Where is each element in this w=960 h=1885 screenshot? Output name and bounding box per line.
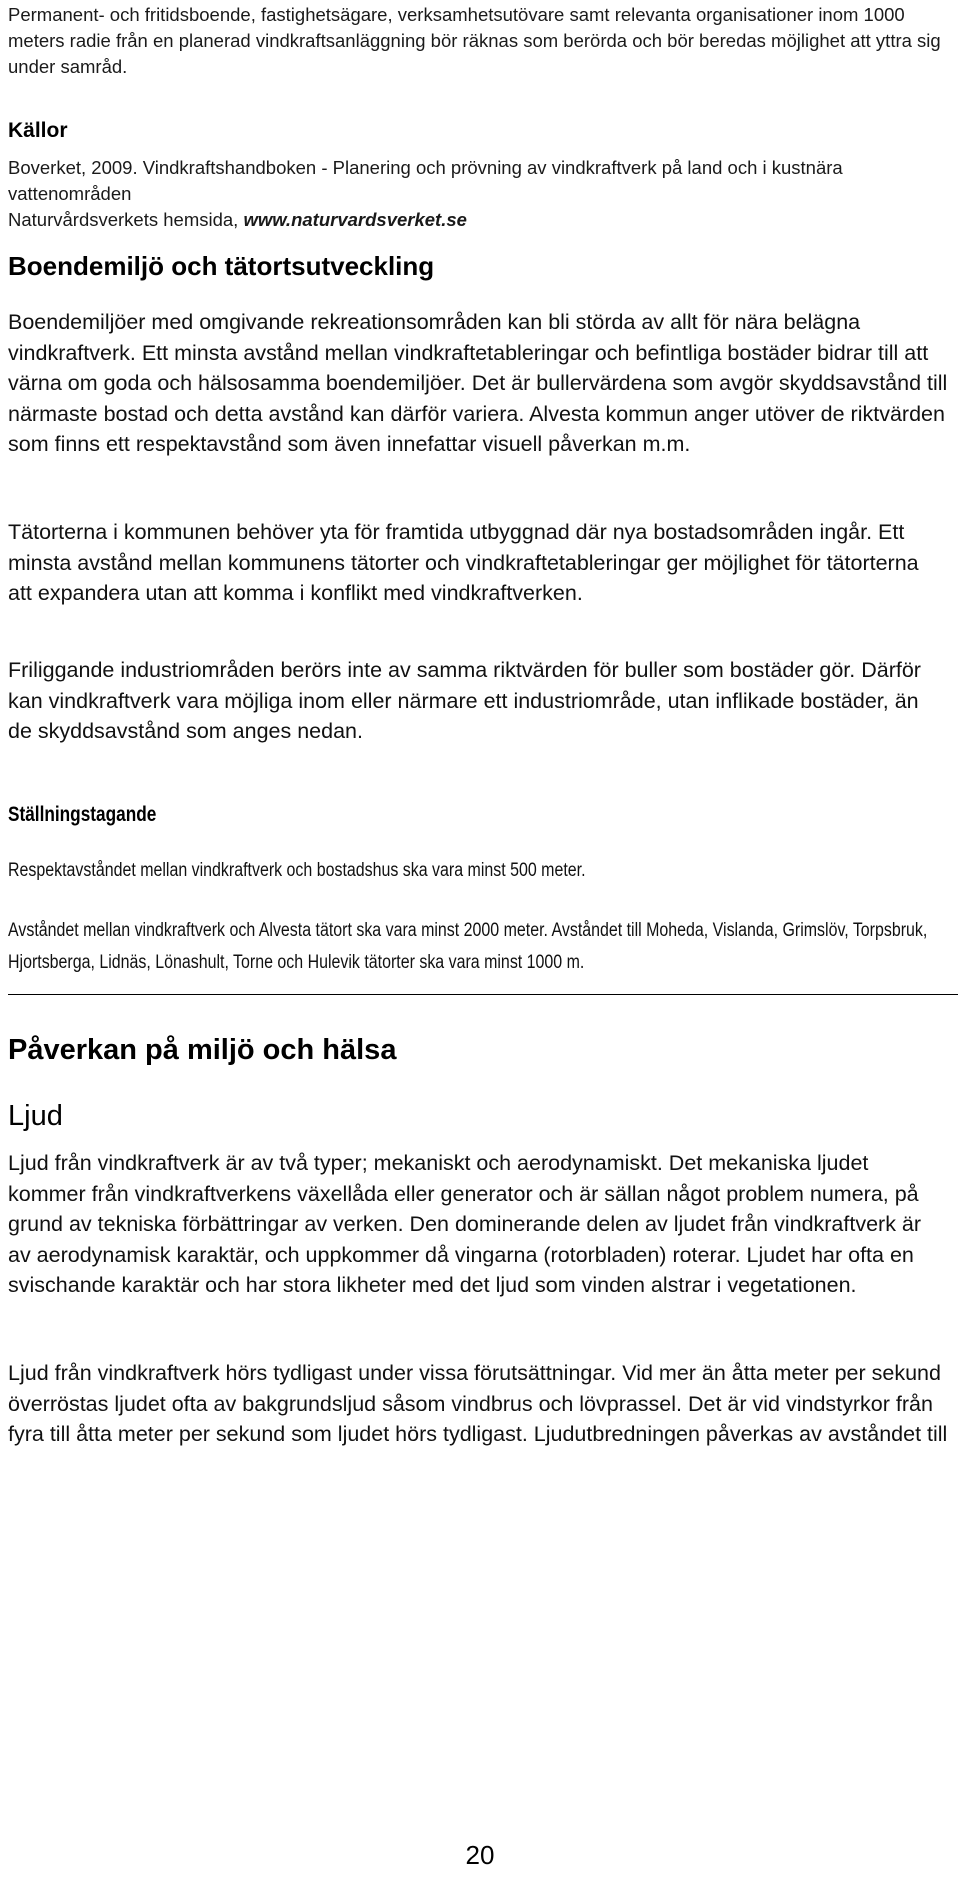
sources-heading: Källor	[8, 119, 68, 142]
position-paragraph-1: Respektavståndet mellan vindkraftverk och bostadshus ska vara minst 500 meter.	[8, 860, 586, 881]
subheading-ljud: Ljud	[8, 1100, 63, 1132]
living-paragraph-1: Boendemiljöer med omgivande rekreationsområden kan bli störda av allt för nära belägna vindkraftverk. Ett minsta avstånd mellan vindkraftetableringar och befintliga bostäder bidrar till att värna om goda och hälsosamma boendemiljöer. Det är bullervärdena som avgör skyddsavstånd till närmaste bostad och detta avstånd kan därför variera. Alvesta kommun anger utöver de riktvärden som finns ett respektavstånd som även innefattar visuell påverkan m.m.	[8, 310, 948, 456]
naturvardsverket-link[interactable]: www.naturvardsverket.se	[243, 209, 467, 230]
section-heading-impact: Påverkan på miljö och hälsa	[8, 1034, 397, 1066]
living-paragraph-3: Friliggande industriområden berörs inte av samma riktvärden för buller som bostäder gör. Därför kan vindkraftverk vara möjliga inom eller närmare ett industriområde, utan inflikade bostäder, än de skyddsavstånd som anges nedan.	[8, 658, 921, 743]
living-paragraph-2: Tätorterna i kommunen behöver yta för framtida utbyggnad där nya bostadsområden ingår. Ett minsta avstånd mellan kommunens tätorter och vindkraftetableringar ger möjlighet för tätorterna att expandera utan att komma i konflikt med vindkraftverken.	[8, 520, 919, 605]
section-heading-living: Boendemiljö och tätortsutveckling	[8, 251, 435, 281]
position-divider	[8, 994, 958, 995]
source-naturvardsverket	[8, 207, 948, 233]
position-heading: Ställningstagande	[8, 803, 157, 826]
intro-paragraph: Permanent- och fritidsboende, fastighetsägare, verksamhetsutövare samt relevanta organisationer inom 1000 meters radie från en planerad vindkraftsanläggning bör räknas som berörda och bör beredas möjlighet att yttra sig under samråd.	[8, 4, 941, 77]
page-number: 20	[465, 1840, 495, 1870]
ljud-paragraph-1: Ljud från vindkraftverk är av två typer; mekaniskt och aerodynamiskt. Det mekaniska ljudet kommer från vindkraftverkens växellåda eller generator och är sällan något problem numera, på grund av tekniska förbättringar av verken. Den dominerande delen av ljudet från vindkraftverk är av aerodynamisk karaktär, och uppkommer då vingarna (rotorbladen) roterar. Ljudet har ofta en svischande karaktär och har stora likheter med det ljud som vinden alstrar i vegetationen.	[8, 1151, 922, 1297]
position-paragraph-2: Avståndet mellan vindkraftverk och Alvesta tätort ska vara minst 2000 meter. Avståndet till Moheda, Vislanda, Grimslöv, Torpsbruk, Hjortsberga, Lidnäs, Lönashult, Torne och Hulevik tätorter ska vara minst 1000 m.	[8, 920, 928, 973]
source-boverket: Boverket, 2009. Vindkraftshandboken - Planering och prövning av vindkraftverk på land och i kustnära vattenområden	[8, 157, 843, 204]
source-naturvardsverket-text: Naturvårdsverkets hemsida,	[8, 209, 244, 230]
ljud-paragraph-2: Ljud från vindkraftverk hörs tydligast under vissa förutsättningar. Vid mer än åtta meter per sekund överröstas ljudet ofta av bakgrundsljud såsom vindbrus och lövprassel. Det är vid vindstyrkor från fyra till åtta meter per sekund som ljudet hörs tydligast. Ljudutbredningen påverkas av avståndet till	[8, 1361, 948, 1446]
